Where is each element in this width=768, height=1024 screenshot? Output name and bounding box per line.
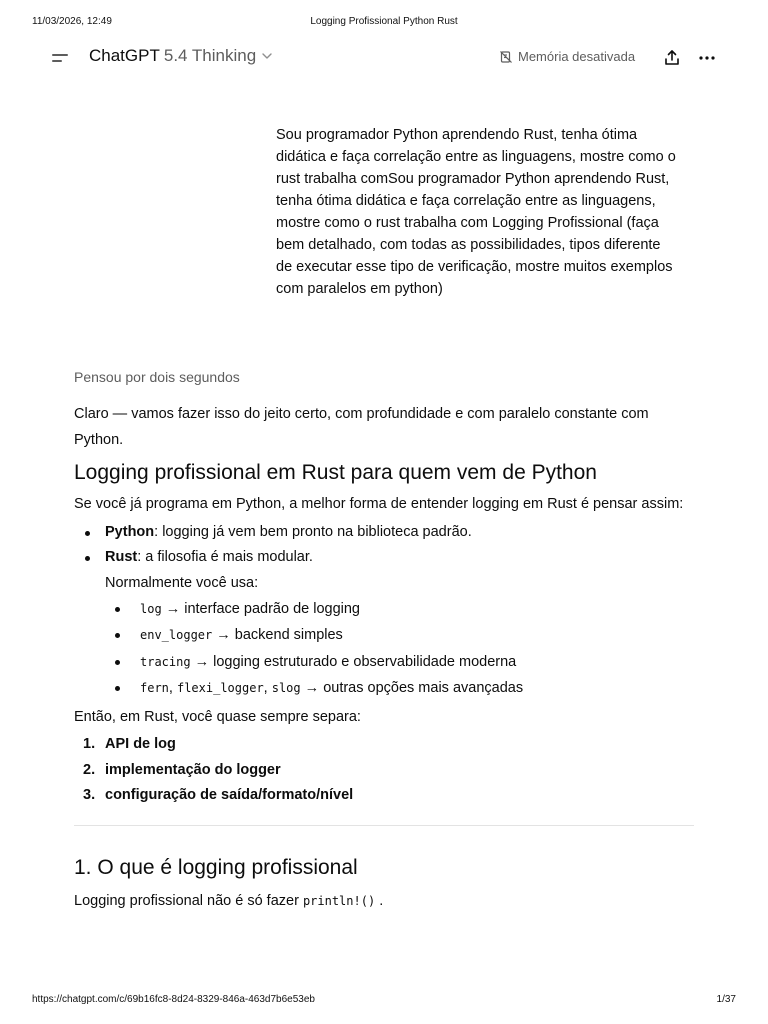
section-text: Logging profissional não é só fazer: [74, 892, 299, 909]
model-name: ChatGPT: [89, 46, 160, 65]
inline-code: flexi_logger: [176, 680, 264, 695]
print-url: https://chatgpt.com/c/69b16fc8-8d24-8329-846a-463d7b6e53eb: [32, 994, 315, 1005]
bullet-subline: Normalmente você usa:: [105, 575, 259, 591]
list-item: [105, 622, 694, 648]
section-divider: [74, 825, 694, 826]
list-item: [74, 520, 694, 545]
user-message: Sou programador Python aprendendo Rust, tenha ótima didática e faça correlação entre as linguagens, mostre como o rust trabalha comSou programador Python aprendendo Rust, tenha ótima didática e faça correlação entre as linguagens, mostre como o rust trabalha com Logging Profissional (faça bem detalhado, com todas as possibilidades, tipos diferente de executar esse tipo de verificação, mostre muitos exemplos com paralelos em python): [276, 127, 676, 297]
chevron-down-icon: [260, 49, 274, 63]
intro-paragraph: Claro — vamos fazer isso do jeito certo, com profundidade e com paralelo constante com Python.: [74, 406, 649, 448]
list-item-text: implementação do logger: [105, 761, 281, 778]
print-title: Logging Profissional Python Rust: [310, 16, 458, 27]
paragraph-intro-logging: Se você já programa em Python, a melhor forma de entender logging em Rust é pensar assim:: [74, 496, 684, 512]
inline-code: slog: [271, 680, 301, 695]
share-icon[interactable]: [662, 48, 682, 68]
print-footer: [32, 994, 736, 1008]
inline-code: println!(): [302, 893, 376, 908]
numbered-list: [74, 732, 694, 809]
inline-code: tracing: [140, 654, 191, 669]
main-heading: Logging profissional em Rust para quem vem de Python: [74, 461, 597, 484]
memory-status[interactable]: [499, 49, 635, 64]
list-item-text: configuração de saída/formato/nível: [105, 787, 354, 804]
list-item: [74, 545, 694, 701]
list-item-text: API de log: [105, 736, 176, 753]
list-item: [74, 732, 694, 758]
language-bullets: [74, 520, 694, 701]
print-header: [32, 16, 736, 30]
crate-list: [105, 596, 694, 701]
list-item-text: → interface padrão de logging: [161, 601, 360, 617]
top-bar: [0, 40, 768, 78]
paragraph-separation: Então, em Rust, você quase sempre separa:: [74, 709, 361, 726]
list-item: [74, 783, 694, 809]
list-item-text: → logging estruturado e observabilidade moderna: [190, 653, 517, 670]
inline-code: log: [140, 602, 162, 616]
list-item: [105, 596, 694, 622]
list-number: 3.: [83, 787, 96, 804]
inline-code: fern: [140, 680, 169, 695]
inline-code: env_logger: [140, 628, 213, 643]
assistant-message: [74, 366, 694, 914]
menu-icon[interactable]: [50, 48, 72, 68]
memory-label: Memória desativada: [518, 49, 636, 64]
section-paragraph: [74, 888, 694, 914]
list-item: [105, 649, 694, 675]
memory-off-icon: [499, 50, 513, 64]
model-selector[interactable]: [89, 46, 274, 66]
list-number: 2.: [83, 761, 96, 778]
print-page-number: 1/37: [716, 994, 736, 1005]
thought-toggle[interactable]: Pensou por dois segundos: [74, 369, 240, 385]
separator: ,: [168, 679, 173, 696]
list-number: 1.: [83, 736, 96, 753]
model-version: 5.4 Thinking: [163, 46, 257, 65]
print-datetime: 11/03/2026, 12:49: [32, 16, 112, 27]
separator: ,: [263, 679, 268, 696]
section-text-end: .: [379, 892, 384, 909]
list-item-text: → backend simples: [212, 627, 343, 644]
list-item-text: → outras opções mais avançadas: [300, 679, 524, 696]
more-icon[interactable]: [697, 48, 717, 68]
list-item: [74, 758, 694, 784]
bullet-text: : logging já vem bem pronto na biblioteca padrão.: [154, 524, 472, 540]
bullet-bold: Python: [105, 524, 155, 540]
list-item: [105, 675, 694, 701]
bullet-bold: Rust: [105, 549, 138, 565]
section-heading: 1. O que é logging profissional: [74, 855, 358, 879]
bullet-text: : a filosofia é mais modular.: [137, 549, 313, 565]
